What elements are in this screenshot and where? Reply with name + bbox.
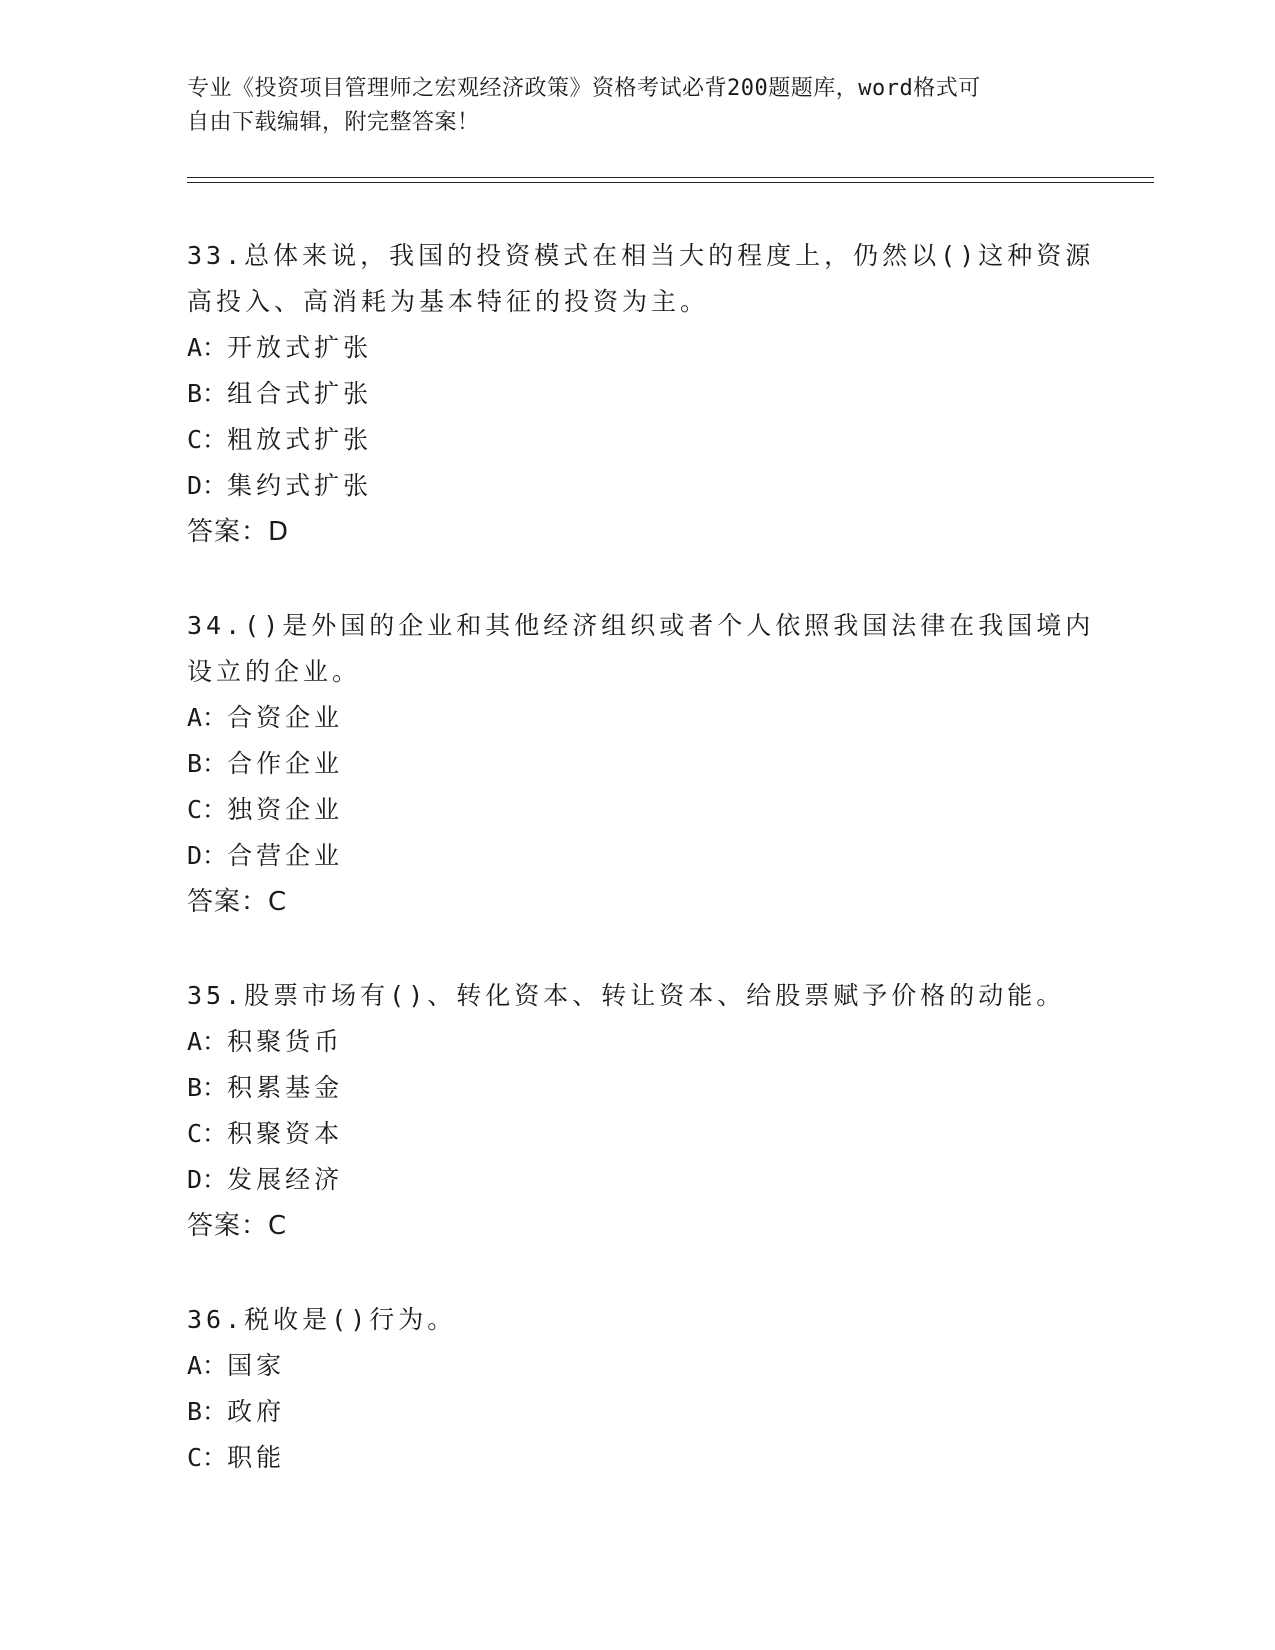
question-stem-line: 33.总体来说，我国的投资模式在相当大的程度上，仍然以()这种资源 xyxy=(187,241,1095,270)
question-block xyxy=(187,603,1095,925)
header-line-2: 自由下载编辑，附完整答案！ xyxy=(187,110,480,135)
option-text: 职能 xyxy=(227,1443,286,1472)
question-block xyxy=(187,233,1095,555)
question-stem-line: 设立的企业。 xyxy=(187,657,362,686)
answer-option xyxy=(187,371,1087,417)
option-text: 开放式扩张 xyxy=(227,333,373,362)
option-label: B： xyxy=(187,379,228,408)
option-text: 粗放式扩张 xyxy=(227,425,373,454)
answer-option xyxy=(187,1019,1087,1065)
answer-option xyxy=(187,741,1087,787)
option-text: 独资企业 xyxy=(227,795,344,824)
answer-option xyxy=(187,1065,1087,1111)
option-text: 积聚货币 xyxy=(227,1027,344,1056)
option-label: D： xyxy=(187,471,228,500)
answer-option xyxy=(187,787,1087,833)
option-label: C： xyxy=(187,425,228,454)
answer-key: 答案：C xyxy=(187,887,288,917)
answer-option xyxy=(187,417,1087,463)
option-label: A： xyxy=(187,703,228,732)
option-label: A： xyxy=(187,1351,228,1380)
option-label: C： xyxy=(187,795,228,824)
answer-option xyxy=(187,325,1087,371)
answer-option xyxy=(187,463,1087,509)
answer-option xyxy=(187,695,1087,741)
question-stem-line: 35.股票市场有()、转化资本、转让资本、给股票赋予价格的动能。 xyxy=(187,981,1066,1010)
option-text: 组合式扩张 xyxy=(227,379,373,408)
option-label: B： xyxy=(187,749,228,778)
question-stem xyxy=(187,233,1095,325)
option-text: 国家 xyxy=(227,1351,286,1380)
option-label: C： xyxy=(187,1119,228,1148)
question-block xyxy=(187,973,1087,1249)
question-stem-line: 高投入、高消耗为基本特征的投资为主。 xyxy=(187,287,710,316)
answer-option xyxy=(187,1157,1087,1203)
question-stem xyxy=(187,603,1095,695)
answer-key: 答案：D xyxy=(187,517,290,547)
option-text: 积聚资本 xyxy=(227,1119,344,1148)
option-text: 积累基金 xyxy=(227,1073,344,1102)
question-stem-line: 36.税收是()行为。 xyxy=(187,1305,457,1334)
question-list xyxy=(187,233,1095,1481)
answer-option xyxy=(187,1111,1087,1157)
option-label: D： xyxy=(187,841,228,870)
option-label: A： xyxy=(187,333,228,362)
option-label: B： xyxy=(187,1073,228,1102)
answer-option xyxy=(187,1435,1087,1481)
option-label: A： xyxy=(187,1027,228,1056)
option-text: 集约式扩张 xyxy=(227,471,373,500)
option-text: 政府 xyxy=(227,1397,286,1426)
question-stem xyxy=(187,973,1087,1019)
option-label: C： xyxy=(187,1443,228,1472)
option-label: B： xyxy=(187,1397,228,1426)
answer-option xyxy=(187,833,1087,879)
question-stem xyxy=(187,1297,1087,1343)
header-line-1: 专业《投资项目管理师之宏观经济政策》资格考试必背200题题库，word格式可 xyxy=(187,76,981,101)
answer-option xyxy=(187,1389,1087,1435)
header-divider-top xyxy=(187,177,1154,178)
answer-key: 答案：C xyxy=(187,1211,288,1241)
header-divider-bottom xyxy=(187,182,1154,183)
answer-option xyxy=(187,1343,1087,1389)
document-header xyxy=(187,72,1067,140)
option-text: 合资企业 xyxy=(227,703,344,732)
option-label: D： xyxy=(187,1165,228,1194)
option-text: 发展经济 xyxy=(227,1165,344,1194)
option-text: 合营企业 xyxy=(227,841,344,870)
question-stem-line: 34.()是外国的企业和其他经济组织或者个人依照我国法律在我国境内 xyxy=(187,611,1095,640)
option-text: 合作企业 xyxy=(227,749,344,778)
question-block xyxy=(187,1297,1087,1481)
